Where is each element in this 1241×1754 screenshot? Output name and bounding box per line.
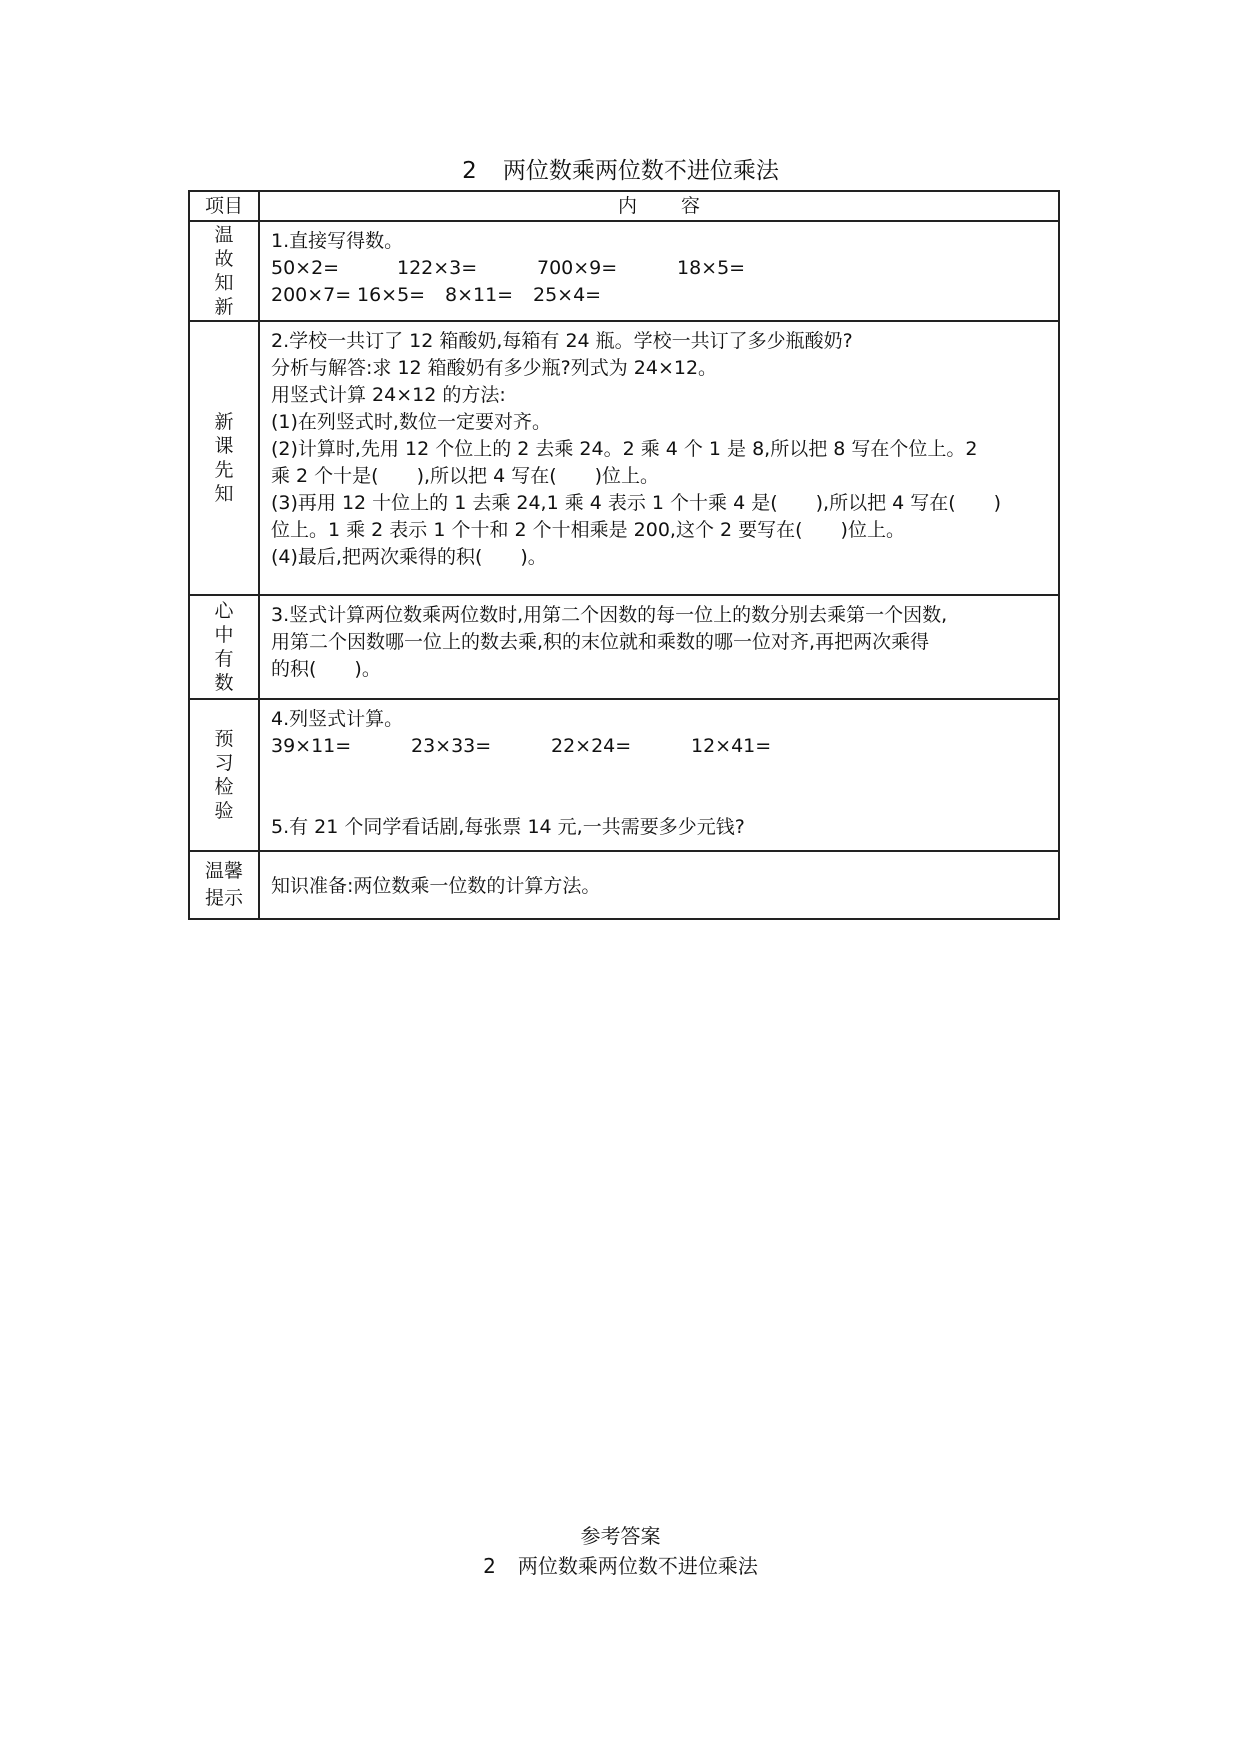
label-char: 提示 (204, 887, 243, 909)
header-item-label: 项目 (204, 195, 243, 217)
step-text: (4)最后,把两次乘得的积( )。 (271, 546, 547, 568)
calc-item: 122×3= (397, 257, 478, 279)
header-content (259, 191, 1059, 221)
table-row (189, 321, 1059, 595)
calc-line (271, 733, 1048, 760)
label-char: 预 (214, 728, 234, 750)
label-char: 新 (214, 296, 234, 318)
step-text: 位上。1 乘 2 表示 1 个十和 2 个十相乘是 200,这个 2 要写在( )位上。 (271, 519, 905, 541)
table-row (189, 851, 1059, 919)
page-title (0, 156, 1241, 186)
worksheet-table (188, 190, 1060, 920)
row-content-review (259, 221, 1059, 321)
label-char: 课 (214, 435, 234, 457)
calc-item: 25×4= (533, 284, 602, 306)
answer-text: 两位数乘两位数不进位乘法 (517, 1554, 758, 1578)
row-content-tips (259, 851, 1059, 919)
label-char: 心 (214, 600, 234, 622)
calc-item: 200×7= (271, 284, 352, 306)
table-header-row (189, 191, 1059, 221)
question-text: 2.学校一共订了 12 箱酸奶,每箱有 24 瓶。学校一共订了多少瓶酸奶? (271, 330, 853, 352)
step-text: (2)计算时,先用 12 个位上的 2 去乘 24。2 乘 4 个 1 是 8,所以把 8 写在个位上。2 (271, 438, 978, 460)
question-text: 1.直接写得数。 (271, 230, 404, 252)
calc-item: 8×11= (445, 284, 514, 306)
analysis-text: 分析与解答:求 12 箱酸奶有多少瓶?列式为 24×12。 (271, 357, 718, 379)
table-row (189, 221, 1059, 321)
row-content-new-lesson (259, 321, 1059, 595)
label-char: 温 (214, 224, 234, 246)
row-label-new-lesson (189, 321, 259, 595)
row-label-review (189, 221, 259, 321)
step-text: (3)再用 12 十位上的 1 去乘 24,1 乘 4 表示 1 个十乘 4 是( ),所以把 4 写在( ) (271, 492, 1002, 514)
summary-text: 3.竖式计算两位数乘两位数时,用第二个因数的每一位上的数分别去乘第一个因数, (271, 604, 948, 626)
label-char: 温馨 (204, 860, 243, 882)
label-char: 有 (214, 648, 234, 670)
method-text: 用竖式计算 24×12 的方法: (271, 384, 506, 406)
summary-text: 用第二个因数哪一位上的数去乘,积的末位就和乘数的哪一位对齐,再把两次乘得 (271, 631, 930, 653)
answer-heading: 参考答案 (580, 1524, 661, 1548)
row-label-summary (189, 595, 259, 699)
answer-number: 2 (483, 1554, 496, 1578)
title-number: 2 (462, 158, 477, 184)
label-char: 故 (214, 248, 234, 270)
label-char: 中 (214, 624, 234, 646)
row-content-preview (259, 699, 1059, 851)
calc-item: 22×24= (551, 735, 632, 757)
step-text: (1)在列竖式时,数位一定要对齐。 (271, 411, 551, 433)
question-text: 4.列竖式计算。 (271, 708, 404, 730)
label-char: 验 (214, 800, 234, 822)
row-label-preview (189, 699, 259, 851)
calc-item: 18×5= (677, 257, 746, 279)
table-row (189, 699, 1059, 851)
row-label-tips (189, 851, 259, 919)
calc-item: 50×2= (271, 257, 340, 279)
table-row (189, 595, 1059, 699)
calc-item: 39×11= (271, 735, 352, 757)
label-char: 新 (214, 411, 234, 433)
calc-line (271, 282, 1048, 309)
calc-line (271, 255, 1048, 282)
work-space (271, 760, 1048, 814)
label-char: 先 (214, 459, 234, 481)
label-char: 知 (214, 483, 234, 505)
calc-item: 16×5= (357, 284, 426, 306)
answer-subtitle (0, 1552, 1241, 1580)
header-content-label-b: 容 (681, 195, 701, 217)
calc-item: 700×9= (537, 257, 618, 279)
calc-item: 12×41= (691, 735, 772, 757)
summary-text: 的积( )。 (271, 658, 381, 680)
label-char: 数 (214, 672, 234, 694)
label-char: 知 (214, 272, 234, 294)
row-content-summary (259, 595, 1059, 699)
word-problem-text: 5.有 21 个同学看话剧,每张票 14 元,一共需要多少元钱? (271, 816, 745, 838)
step-text: 乘 2 个十是( ),所以把 4 写在( )位上。 (271, 465, 660, 487)
tips-text: 知识准备:两位数乘一位数的计算方法。 (271, 874, 601, 897)
title-text: 两位数乘两位数不进位乘法 (502, 158, 779, 184)
header-content-label-a: 内 (617, 195, 637, 217)
calc-item: 23×33= (411, 735, 492, 757)
header-item (189, 191, 259, 221)
label-char: 检 (214, 776, 234, 798)
label-char: 习 (214, 752, 234, 774)
